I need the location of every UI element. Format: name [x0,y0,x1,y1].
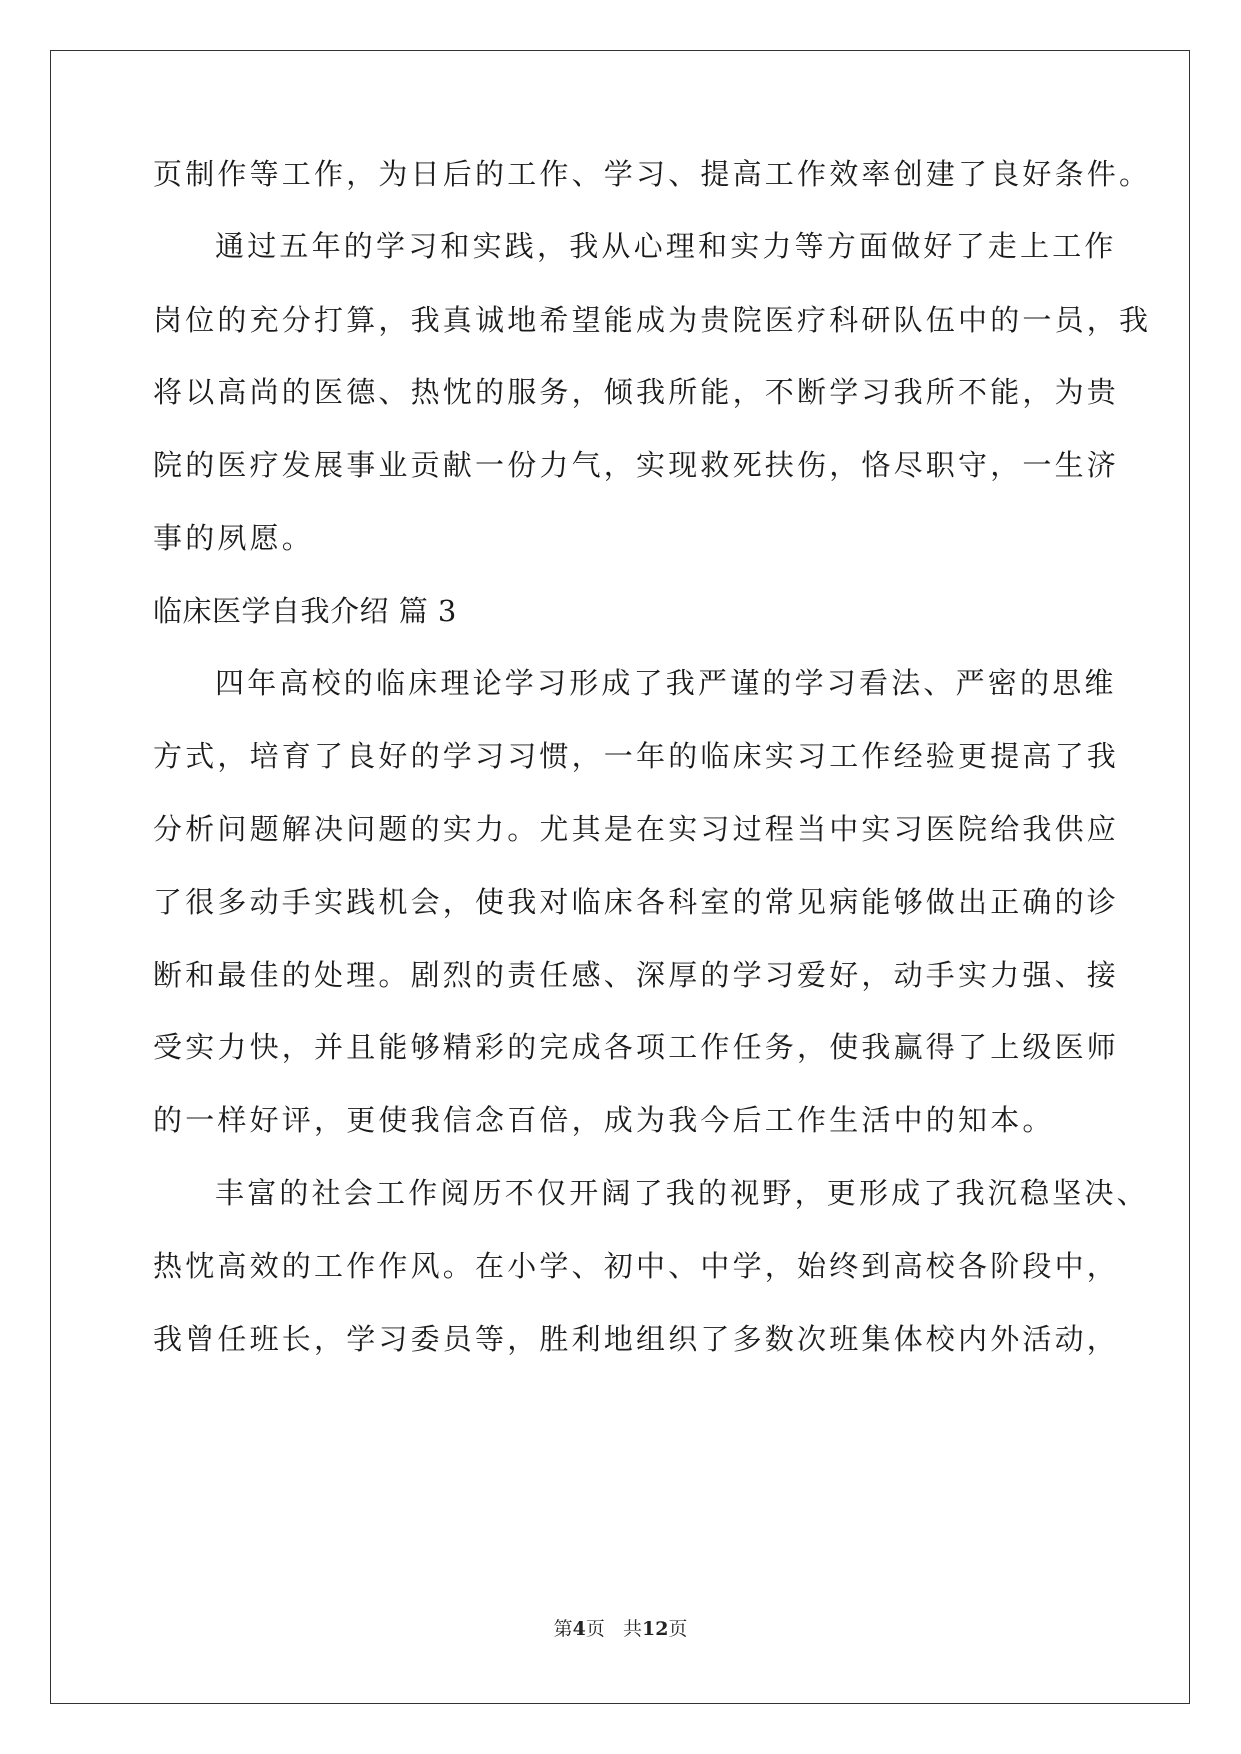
paragraph-first-line: 通过五年的学习和实践，我从心理和实力等方面做好了走上工作 [215,229,1117,263]
footer-current-page: 4 [572,1618,586,1640]
body-line: 了很多动手实践机会，使我对临床各科室的常见病能够做出正确的诊 [153,885,1120,919]
body-line: 岗位的充分打算，我真诚地希望能成为贵院医疗科研队伍中的一员，我 [153,303,1152,337]
footer-page-word: 页 [585,1618,605,1640]
footer-prefix: 第 [553,1618,573,1640]
body-line: 将以高尚的医德、热忱的服务，倾我所能，不断学习我所不能，为贵 [153,375,1120,409]
footer-total-prefix: 共 [622,1618,642,1640]
body-line: 分析问题解决问题的实力。尤其是在实习过程当中实习医院给我供应 [153,812,1120,846]
body-line: 院的医疗发展事业贡献一份力气，实现救死扶伤，恪尽职守，一生济 [153,448,1120,482]
page-border [50,50,1190,1704]
footer-total-suffix: 页 [668,1618,688,1640]
body-line: 的一样好评，更使我信念百倍，成为我今后工作生活中的知本。 [153,1103,1055,1137]
footer-total-pages: 12 [641,1618,669,1640]
body-line: 热忱高效的工作作风。在小学、初中、中学，始终到高校各阶段中， [153,1249,1120,1283]
body-line: 断和最佳的处理。剧烈的责任感、深厚的学习爱好，动手实力强、接 [153,958,1120,992]
page-footer [0,1617,1241,1641]
body-line: 页制作等工作，为日后的工作、学习、提高工作效率创建了良好条件。 [153,157,1152,191]
paragraph-first-line: 四年高校的临床理论学习形成了我严谨的学习看法、严密的思维 [215,666,1117,700]
body-line: 事的夙愿。 [153,521,315,555]
paragraph-first-line: 丰富的社会工作阅历不仅开阔了我的视野，更形成了我沉稳坚决、 [215,1176,1149,1210]
body-line: 我曾任班长，学习委员等，胜利地组织了多数次班集体校内外活动， [153,1322,1120,1356]
body-line: 方式，培育了良好的学习习惯，一年的临床实习工作经验更提高了我 [153,739,1120,773]
section-heading: 临床医学自我介绍 篇 3 [153,594,457,628]
body-line: 受实力快，并且能够精彩的完成各项工作任务，使我赢得了上级医师 [153,1030,1120,1064]
